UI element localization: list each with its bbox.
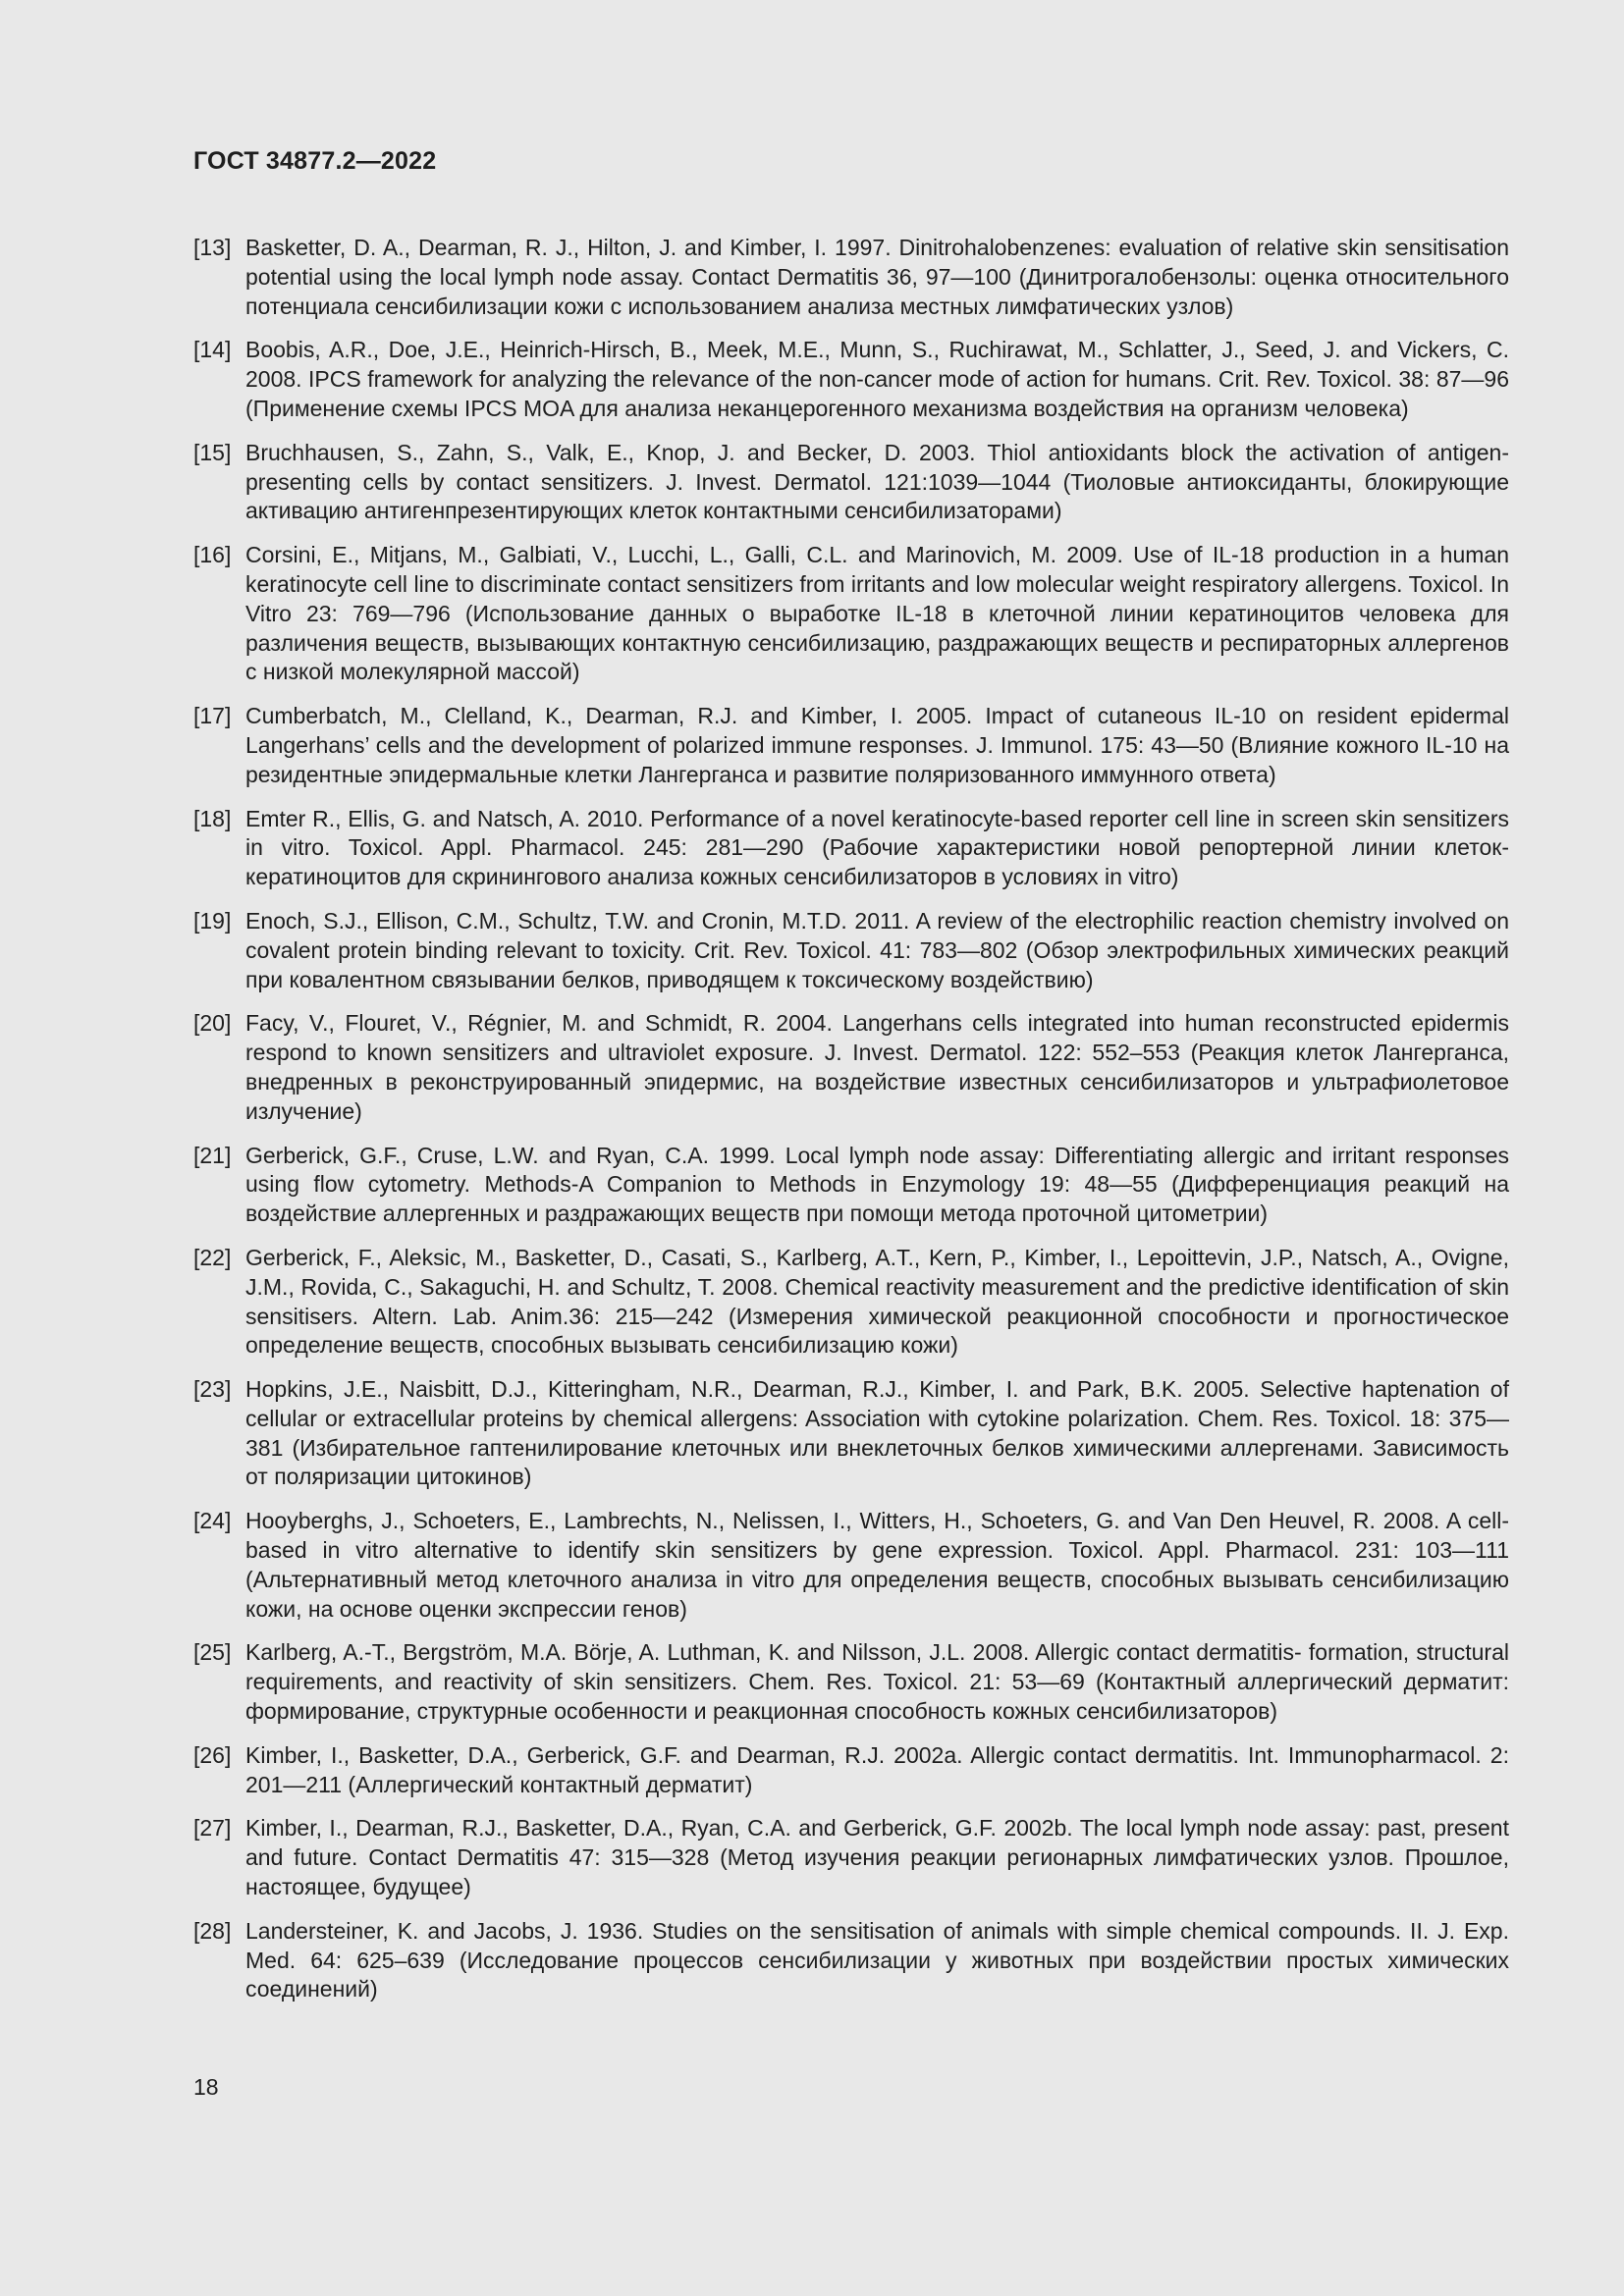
reference-number: [21] xyxy=(193,1142,232,1168)
reference-item xyxy=(193,702,1509,789)
reference-number: [27] xyxy=(193,1815,232,1842)
reference-text: Bruchhausen, S., Zahn, S., Valk, E., Knop, J. and Becker, D. 2003. Thiol antioxidants block the activation of antigen-presenting cells by contact sensitizers. J. Invest. Dermatol. 121:1039—1044 (Тиоловые антиоксиданты, блокирующие активацию антигенпрезентирующих клеток контактными сенсибилизаторами) xyxy=(245,439,1509,524)
reference-number: [15] xyxy=(193,439,232,465)
reference-list xyxy=(193,234,1509,2019)
reference-item xyxy=(193,1741,1509,1800)
reference-number: [24] xyxy=(193,1508,232,1534)
reference-number: [20] xyxy=(193,1010,232,1037)
reference-text: Hooyberghs, J., Schoeters, E., Lambrechts, N., Nelissen, I., Witters, H., Schoeters, G. and Van Den Heuvel, R. 2008. A cell-based in vitro alternative to identify skin sensitizers by gene expression. Toxicol. Appl. Pharmacol. 231: 103—111 (Альтернативный метод клеточного анализа in vitro для определения веществ, способных вызывать сенсибилизацию кожи, на основе оценки экспрессии генов) xyxy=(245,1508,1509,1622)
reference-text: Emter R., Ellis, G. and Natsch, A. 2010. Performance of a novel keratinocyte-based reporter cell line in screen skin sensitizers in vitro. Toxicol. Appl. Pharmacol. 245: 281—290 (Рабочие характеристики новой репортерной линии клеток-кератиноцитов для скринингового анализа кожных сенсибилизаторов в условиях in vitro) xyxy=(245,805,1509,890)
reference-item xyxy=(193,234,1509,321)
reference-text: Basketter, D. A., Dearman, R. J., Hilton, J. and Kimber, I. 1997. Dinitrohalobenzenes: evaluation of relative skin sensitisation potential using the local lymph node assay. Contact Dermatitis 36, 97—100 (Динитрогалобензолы: оценка относительного потенциала сенсибилизации кожи с использованием анализа местных лимфатических узлов) xyxy=(245,235,1509,319)
reference-text: Boobis, A.R., Doe, J.E., Heinrich-Hirsch, B., Meek, M.E., Munn, S., Ruchirawat, M., Schlatter, J., Seed, J. and Vickers, C. 2008. IPCS framework for analyzing the relevance of the non-cancer mode of action for humans. Crit. Rev. Toxicol. 38: 87—96 (Применение схемы IPCS MOA для анализа неканцерогенного механизма воздействия на организм человека) xyxy=(245,337,1509,421)
reference-item xyxy=(193,907,1509,994)
reference-item xyxy=(193,541,1509,687)
reference-text: Kimber, I., Dearman, R.J., Basketter, D.A., Ryan, C.A. and Gerberick, G.F. 2002b. The local lymph node assay: past, present and future. Contact Dermatitis 47: 315—328 (Метод изучения реакции регионарных лимфатических узлов. Прошлое, настоящее, будущее) xyxy=(245,1815,1509,1900)
reference-number: [23] xyxy=(193,1376,232,1403)
reference-item xyxy=(193,1375,1509,1492)
reference-item xyxy=(193,1244,1509,1361)
reference-item xyxy=(193,336,1509,423)
reference-text: Cumberbatch, M., Clelland, K., Dearman, R.J. and Kimber, I. 2005. Impact of cutaneous IL-10 on resident epidermal Langerhans’ cells and the development of polarized immune responses. J. Immunol. 175: 43—50 (Влияние кожного IL-10 на резидентные эпидермальные клетки Лангерганса и развитие поляризованного иммунного ответа) xyxy=(245,703,1509,787)
reference-text: Facy, V., Flouret, V., Régnier, M. and Schmidt, R. 2004. Langerhans cells integrated into human reconstructed epidermis respond to known sensitizers and ultraviolet exposure. J. Invest. Dermatol. 122: 552–553 (Реакция клеток Лангерганса, внедренных в реконструированный эпидермис, на воздействие известных сенсибилизаторов и ультрафиолетовое излучение) xyxy=(245,1010,1509,1124)
reference-text: Enoch, S.J., Ellison, C.M., Schultz, T.W. and Cronin, M.T.D. 2011. A review of the electrophilic reaction chemistry involved on covalent protein binding relevant to toxicity. Crit. Rev. Toxicol. 41: 783—802 (Обзор электрофильных химических реакций при ковалентном связывании белков, приводящем к токсическому воздействию) xyxy=(245,907,1509,992)
document-header: ГОСТ 34877.2—2022 xyxy=(193,147,437,175)
reference-number: [18] xyxy=(193,805,232,831)
reference-text: Hopkins, J.E., Naisbitt, D.J., Kitteringham, N.R., Dearman, R.J., Kimber, I. and Park, B.K. 2005. Selective haptenation of cellular or extracellular proteins by chemical allergens: Association with cytokine polarization. Chem. Res. Toxicol. 18: 375—381 (Избирательное гаптенилирование клеточных или внеклеточных белков химическими аллергенами. Зависимость от поляризации цитокинов) xyxy=(245,1376,1509,1490)
reference-item xyxy=(193,439,1509,526)
reference-text: Kimber, I., Basketter, D.A., Gerberick, G.F. and Dearman, R.J. 2002a. Allergic contact dermatitis. Int. Immunopharmacol. 2: 201—211 (Аллергический контактный дерматит) xyxy=(245,1741,1509,1797)
reference-number: [14] xyxy=(193,337,232,363)
reference-item xyxy=(193,1507,1509,1624)
reference-number: [26] xyxy=(193,1741,232,1768)
reference-number: [28] xyxy=(193,1917,232,1944)
reference-text: Karlberg, A.-T., Bergström, M.A. Börje, A. Luthman, K. and Nilsson, J.L. 2008. Allergic contact dermatitis- formation, structural requirements, and reactivity of skin sensitizers. Chem. Res. Toxicol. 21: 53—69 (Контактный аллергический дерматит: формирование, структурные особенности и реакционная способность кожных сенсибилизаторов) xyxy=(245,1639,1509,1725)
reference-text: Gerberick, G.F., Cruse, L.W. and Ryan, C.A. 1999. Local lymph node assay: Differentiating allergic and irritant responses using flow cytometry. Methods-A Companion to Methods in Enzymology 19: 48—55 (Дифференциация реакций на воздействие аллергенных и раздражающих веществ при помощи метода проточной цитометрии) xyxy=(245,1142,1509,1227)
reference-item xyxy=(193,1917,1509,2004)
reference-number: [22] xyxy=(193,1244,232,1270)
reference-text: Corsini, E., Mitjans, M., Galbiati, V., Lucchi, L., Galli, C.L. and Marinovich, M. 2009. Use of IL-18 production in a human keratinocyte cell line to discriminate contact sensitizers from irritants and low molecular weight respiratory allergens. Toxicol. In Vitro 23: 769—796 (Использование данных о выработке IL-18 в клеточной линии кератиноцитов человека для различения веществ, вызывающих контактную сенсибилизацию, раздражающих веществ и респираторных аллергенов с низкой молекулярной массой) xyxy=(245,542,1509,685)
reference-number: [17] xyxy=(193,703,232,729)
reference-number: [16] xyxy=(193,542,232,568)
reference-text: Gerberick, F., Aleksic, M., Basketter, D., Casati, S., Karlberg, A.T., Kern, P., Kimber, I., Lepoittevin, J.P., Natsch, A., Ovigne, J.M., Rovida, C., Sakaguchi, H. and Schultz, T. 2008. Chemical reactivity measurement and the predictive identification of skin sensitisers. Altern. Lab. Anim.36: 215—242 (Измерения химической реакционной способности и прогностическое определение веществ, способных вызывать сенсибилизацию кожи) xyxy=(245,1244,1509,1359)
reference-text: Landersteiner, K. and Jacobs, J. 1936. Studies on the sensitisation of animals with simple chemical compounds. II. J. Exp. Med. 64: 625–639 (Исследование процессов сенсибилизации у животных при воздействии простых химических соединений) xyxy=(245,1917,1509,2002)
reference-item xyxy=(193,1638,1509,1726)
reference-number: [25] xyxy=(193,1639,232,1666)
reference-item xyxy=(193,1142,1509,1229)
reference-item xyxy=(193,1814,1509,1901)
reference-item xyxy=(193,805,1509,892)
reference-number: [13] xyxy=(193,235,232,260)
page-number: 18 xyxy=(193,2074,219,2100)
reference-number: [19] xyxy=(193,907,232,934)
reference-item xyxy=(193,1009,1509,1126)
